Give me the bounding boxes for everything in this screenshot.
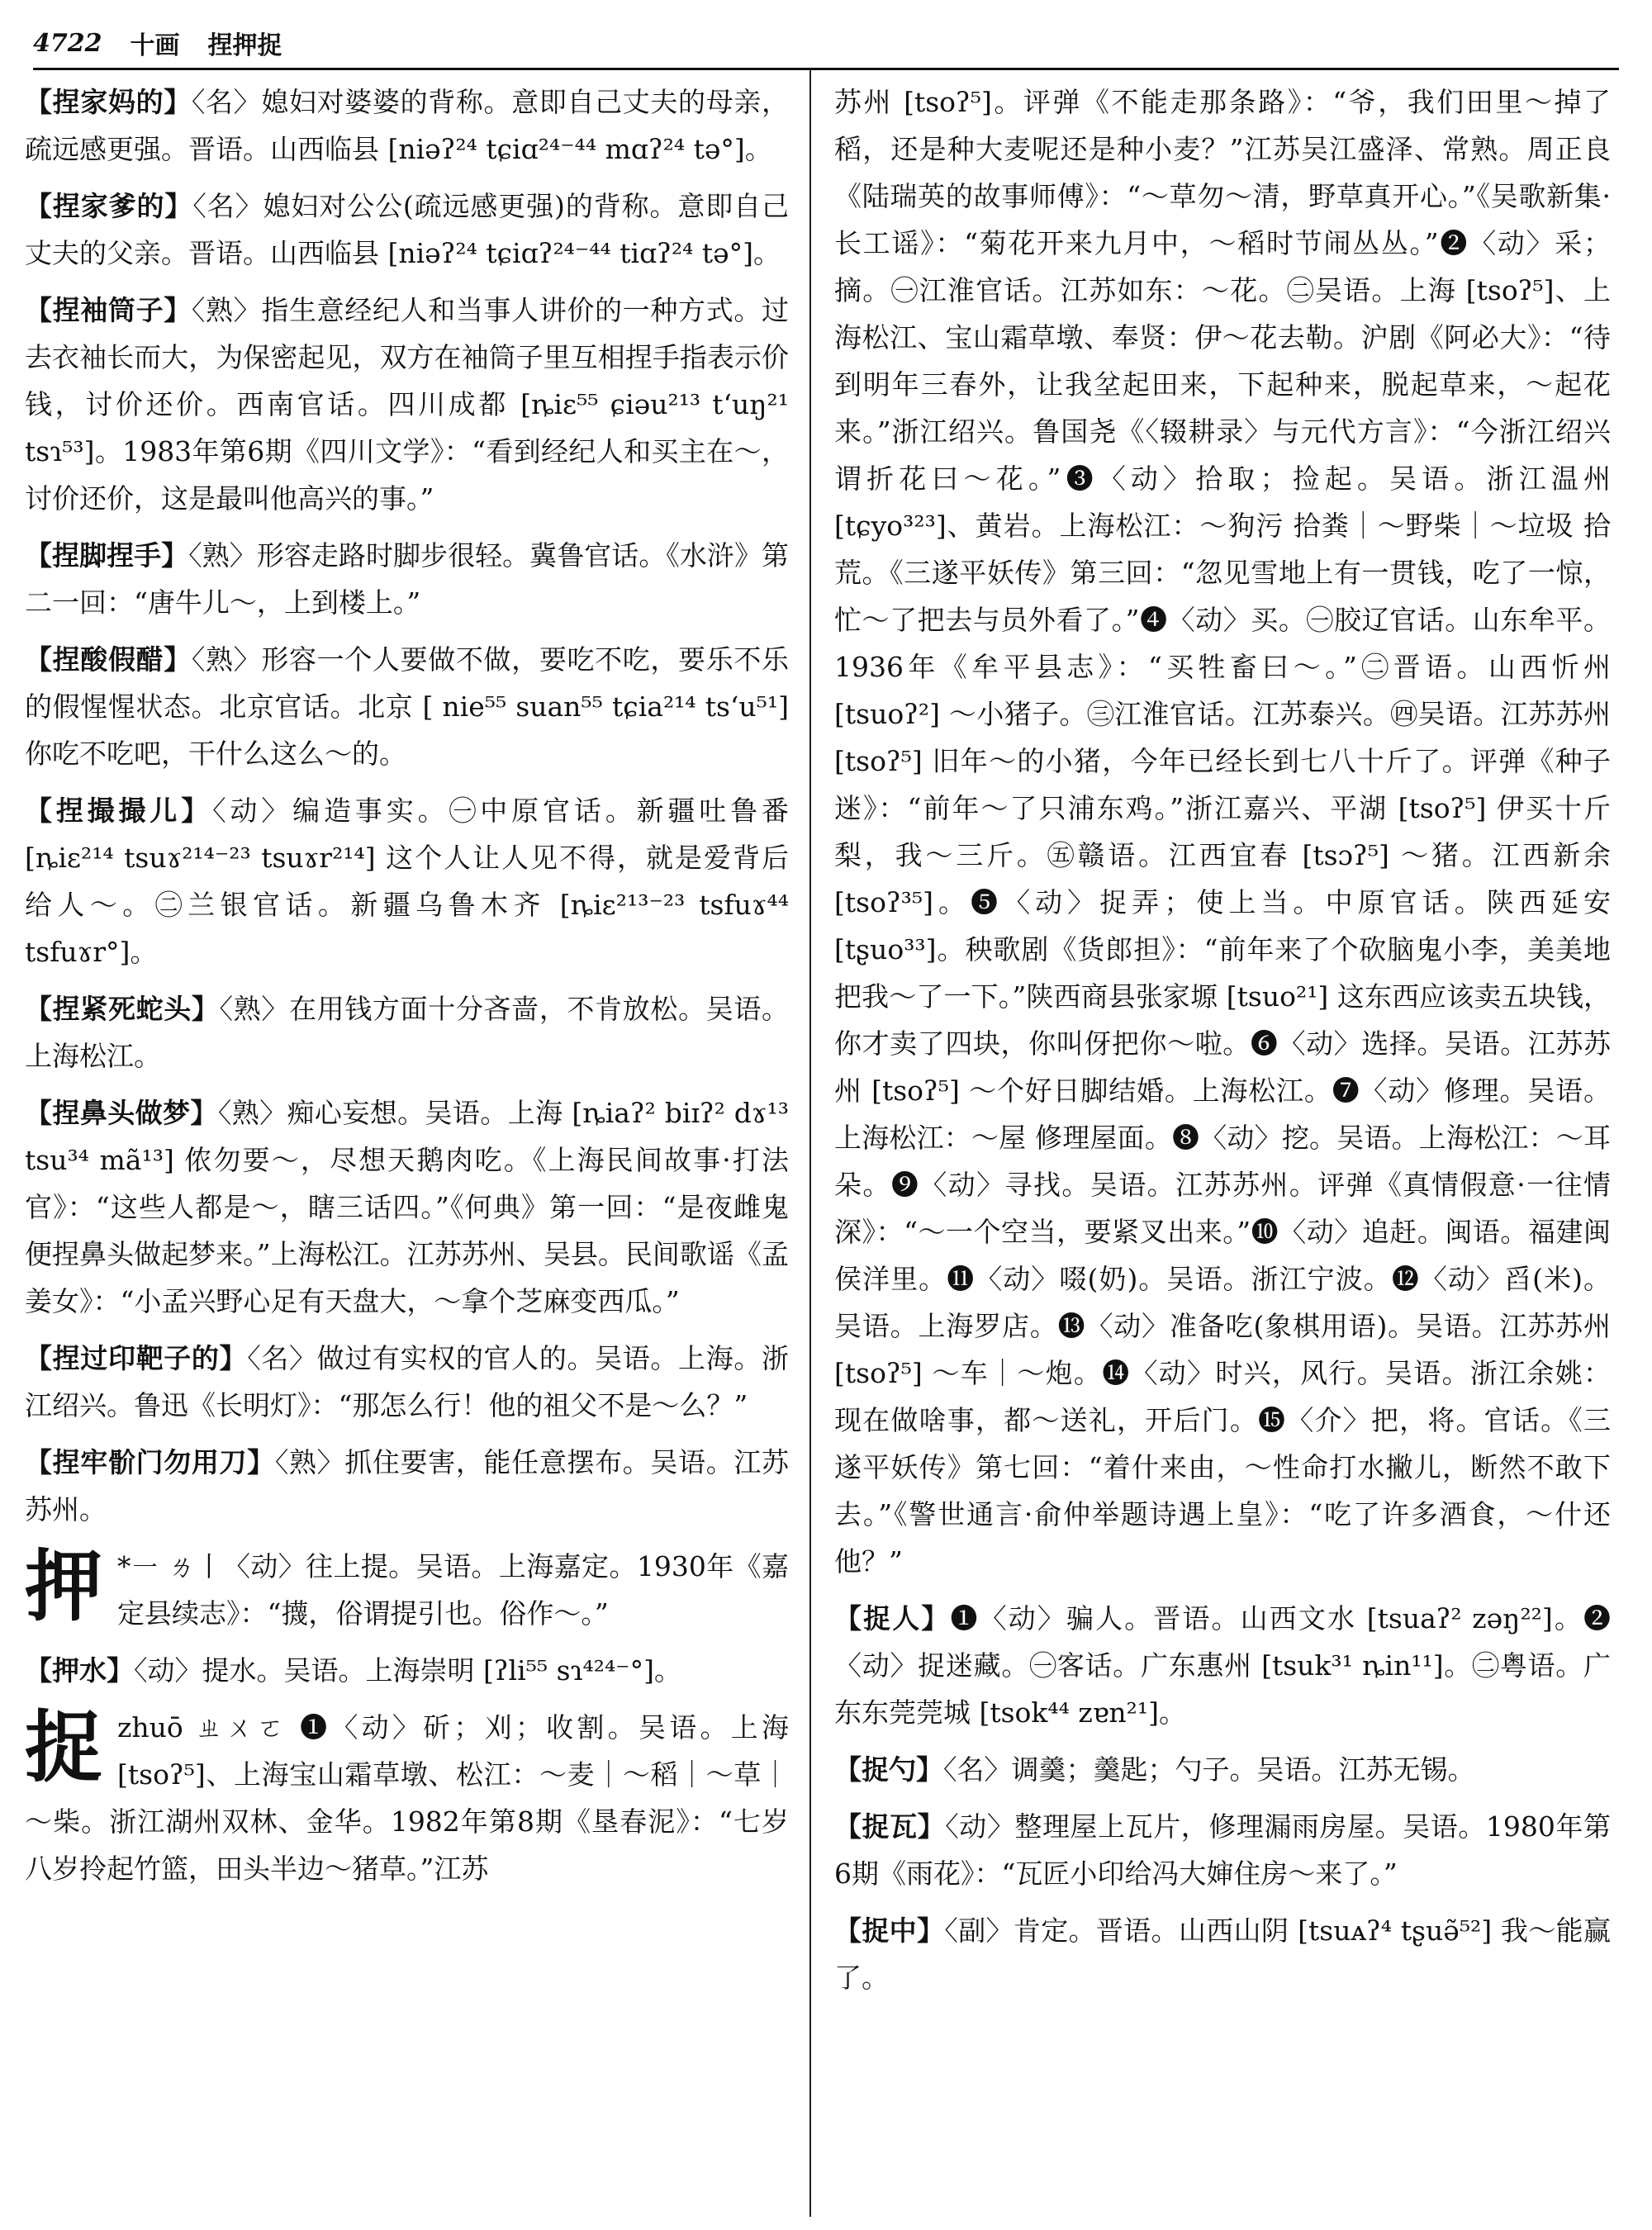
dictionary-entry <box>25 1647 789 1694</box>
dictionary-entry <box>25 1439 789 1533</box>
entry-headword: 【捏脚捏手】 <box>25 539 189 572</box>
entry-headword: 【捉瓦】 <box>834 1810 946 1843</box>
page-number: 4722 <box>33 28 102 58</box>
character-entry <box>25 1543 789 1637</box>
entry-headword: 【捉勺】 <box>834 1753 943 1786</box>
dictionary-entry <box>834 1803 1611 1897</box>
entry-definition: 〈动〉提水。吴语。上海崇明 [ʔli⁵⁵ sɿ⁴²⁴⁻°]。 <box>134 1654 681 1687</box>
entry-headword: 【捉中】 <box>834 1914 945 1947</box>
dictionary-entry <box>25 78 789 173</box>
dictionary-entry <box>25 787 789 975</box>
entry-headword: 【捉人】 <box>834 1602 951 1635</box>
header-characters: 捏押捉 <box>207 31 282 60</box>
entry-headword: 【捏酸假醋】 <box>25 643 192 676</box>
character-definition: *㇐ ㄌ丨〈动〉往上提。吴语。上海嘉定。1930年《嘉定县续志》：“㩢，俗谓提引也。俗作～。” <box>117 1550 789 1630</box>
entry-headword: 【捏撮撮儿】 <box>25 795 213 827</box>
left-column <box>25 78 789 2209</box>
entry-headword: 【捏袖筒子】 <box>25 294 192 326</box>
page-header <box>33 18 1619 70</box>
character-headword: 捉 <box>25 1702 103 1793</box>
entry-definition: 〈熟〉抓住要害，能任意摆布。吴语。江苏苏州。 <box>25 1446 789 1525</box>
entry-definition: 〈名〉调羹；羹匙；勺子。吴语。江苏无锡。 <box>943 1753 1475 1786</box>
dictionary-entry <box>25 532 789 626</box>
entry-definition: 〈熟〉在用钱方面十分吝啬，不肯放松。吴语。上海松江。 <box>25 993 789 1072</box>
dictionary-entry <box>834 1746 1611 1793</box>
entry-definition: 〈熟〉形容走路时脚步很轻。冀鲁官话。《水浒》第二一回：“唐牛儿～，上到楼上。” <box>25 539 789 619</box>
entry-headword: 【捏牢骱门勿用刀】 <box>25 1446 275 1478</box>
entry-continuation: 苏州 [tsoʔ⁵]。评弹《不能走那条路》：“爷，我们田里～掉了稻，还是种大麦呢还是种小麦？”江苏吴江盛泽、常熟。周正良《陆瑞英的故事师傅》：“～草勿～清，野草真开心。”《吴歌新集·长工谣》：“菊花开来九月中，～稻时节闹丛丛。”❷〈动〉采；摘。㊀江淮官话。江苏如东：～花。㊁吴语。上海 [tsoʔ⁵]、上海松江、宝山霜草墩、奉贤：伊～花去勒。沪剧《阿必大》：“待到明年三春外，让我坌起田来，下起种来，脱起草来，～起花来。”浙江绍兴。鲁国尧《〈辍耕录〉与元代方言》：“今浙江绍兴谓折花曰～花。”❸〈动〉拾取；捡起。吴语。浙江温州 [tɕyo³²³]、黄岩。上海松江：～狗污 拾粪｜～野柴｜～垃圾 拾荒。《三遂平妖传》第三回：“忽见雪地上有一贯钱，吃了一惊，忙～了把去与员外看了。”❹〈动〉买。㊀胶辽官话。山东牟平。1936年《牟平县志》：“买牲畜曰～。”㊁晋语。山西忻州 [tsuoʔ²] ～小猪子。㊂江淮官话。江苏泰兴。㊃吴语。江苏苏州 [tsoʔ⁵] 旧年～的小猪，今年已经长到七八十斤了。评弹《种子迷》：“前年～了只浦东鸡。”浙江嘉兴、平湖 [tsoʔ⁵] 伊买十斤梨，我～三斤。㊄赣语。江西宜春 [tsɔʔ⁵] ～猪。江西新余 [tsoʔ³⁵]。❺〈动〉捉弄；使上当。中原官话。陕西延安 [tʂuo³³]。秧歌剧《货郎担》：“前年来了个砍脑鬼小李，美美地把我～了一下。”陕西商县张家塬 [tsuo²¹] 这东西应该卖五块钱，你才卖了四块，你叫伢把你～啦。❻〈动〉选择。吴语。江苏苏州 [tsoʔ⁵] ～个好日脚结婚。上海松江。❼〈动〉修理。吴语。上海松江：～屋 修理屋面。❽〈动〉挖。吴语。上海松江：～耳朵。❾〈动〉寻找。吴语。江苏苏州。评弹《真情假意·一往情深》：“～一个空当，要紧叉出来。”❿〈动〉追赶。闽语。福建闽侯洋里。⓫〈动〉啜(奶)。吴语。浙江宁波。⓬〈动〉舀(米)。吴语。上海罗店。⓭〈动〉准备吃(象棋用语)。吴语。江苏苏州 [tsoʔ⁵] ～车｜～炮。⓮〈动〉时兴，风行。吴语。浙江余姚：现在做啥事，都～送礼，开后门。⓯〈介〉把，将。官话。《三遂平妖传》第七回：“着什来由，～性命打水撇儿，断然不敢下去。”《警世通言·俞仲举题诗遇上皇》：“吃了许多酒食，～什还他？” <box>834 86 1611 1578</box>
entry-definition: 〈熟〉痴心妄想。吴语。上海 [ȵiaʔ² biɪʔ² dɤ¹³ tsu³⁴ mã¹³] 侬勿要～，尽想天鹅肉吃。《上海民间故事·打法官》：“这些人都是～，瞎三话四。”《何典》第一回：“是夜雌鬼便捏鼻头做起梦来。”上海松江。江苏苏州、吴县。民间歌谣《孟姜女》：“小孟兴野心足有天盘大，～拿个芝麻变西瓜。” <box>25 1097 789 1317</box>
dictionary-entry <box>25 985 789 1079</box>
character-definition: zhuō ㄓㄨㄛ ❶〈动〉斫；刈；收割。吴语。上海 [tsoʔ⁵]、上海宝山霜草墩、松江：～麦｜～稻｜～草｜～柴。浙江湖州双林、金华。1982年第8期《垦春泥》：“七岁八岁拎起竹篮，田头半边～猪草。”江苏 <box>25 1711 789 1885</box>
entry-definition: 〈副〉肯定。晋语。山西山阴 [tsuᴀʔ⁴ tʂuə̃⁵²] 我～能赢了。 <box>834 1914 1611 1994</box>
entry-definition: 〈熟〉形容一个人要做不做，要吃不吃，要乐不乐的假惺惺状态。北京官话。北京 [ nie⁵⁵ suan⁵⁵ tɕia²¹⁴ tsʻu⁵¹] 你吃不吃吧，干什么这么～的。 <box>25 643 789 770</box>
entry-headword: 【捏紧死蛇头】 <box>25 993 220 1025</box>
entry-headword: 【捏家爹的】 <box>25 190 193 222</box>
entry-definition: 〈名〉媳妇对公公(疏远感更强)的背称。意即自己丈夫的父亲。晋语。山西临县 [niəʔ²⁴ tɕiɑʔ²⁴⁻⁴⁴ tiɑʔ²⁴ tə°]。 <box>25 190 789 269</box>
entry-headword: 【捏鼻头做梦】 <box>25 1097 218 1129</box>
entry-headword: 【捏过印靶子的】 <box>25 1342 248 1374</box>
dictionary-entry <box>25 1335 789 1429</box>
dictionary-entry <box>25 183 789 277</box>
entry-definition: 〈熟〉指生意经纪人和当事人讲价的一种方式。过去衣袖长而大，为保密起见，双方在袖筒子里互相捏手指表示价钱，讨价还价。西南官话。四川成都 [ȵiɛ⁵⁵ ɕiəu²¹³ tʻuŋ²¹ tsɿ⁵³]。1983年第6期《四川文学》：“看到经纪人和买主在～，讨价还价，这是最叫他高兴的事。” <box>25 294 789 515</box>
stroke-section: 十画 <box>130 31 180 60</box>
column-divider <box>809 69 811 2217</box>
character-entry <box>25 1704 789 1892</box>
entry-definition: 〈名〉做过有实权的官人的。吴语。上海。浙江绍兴。鲁迅《长明灯》：“那怎么行！他的祖父不是～么？” <box>25 1342 789 1421</box>
dictionary-entry <box>834 1907 1611 2001</box>
right-column <box>834 78 1611 2209</box>
entry-headword: 【押水】 <box>25 1654 134 1687</box>
entry-definition: ❶〈动〉骗人。晋语。山西文水 [tsuaʔ² zəŋ²²]。❷〈动〉捉迷藏。㊀客话。广东惠州 [tsuk³¹ ȵin¹¹]。㊁粤语。广东东莞莞城 [tsok⁴⁴ zɐn²¹]。 <box>834 1602 1611 1729</box>
entry-definition: 〈名〉媳妇对婆婆的背称。意即自己丈夫的母亲，疏远感更强。晋语。山西临县 [niəʔ²⁴ tɕiɑ²⁴⁻⁴⁴ mɑʔ²⁴ tə°]。 <box>25 86 789 165</box>
entry-definition: 〈动〉编造事实。㊀中原官话。新疆吐鲁番 [ȵiɛ²¹⁴ tsuɤ²¹⁴⁻²³ tsuɤr²¹⁴] 这个人让人见不得，就是爱背后给人～。㊁兰银官话。新疆乌鲁木齐 [ȵiɛ²¹³⁻²³ tsfuɤ⁴⁴ tsfuɤr°]。 <box>25 795 789 968</box>
entry-definition: 〈动〉整理屋上瓦片，修理漏雨房屋。吴语。1980年第6期《雨花》：“瓦匠小印给冯大婶住房～来了。” <box>834 1810 1611 1890</box>
entry-headword: 【捏家妈的】 <box>25 86 192 118</box>
dictionary-entry <box>25 1089 789 1325</box>
dictionary-entry <box>834 1595 1611 1736</box>
dictionary-entry <box>25 636 789 777</box>
dictionary-entry <box>25 287 789 522</box>
character-headword: 押 <box>25 1541 103 1632</box>
